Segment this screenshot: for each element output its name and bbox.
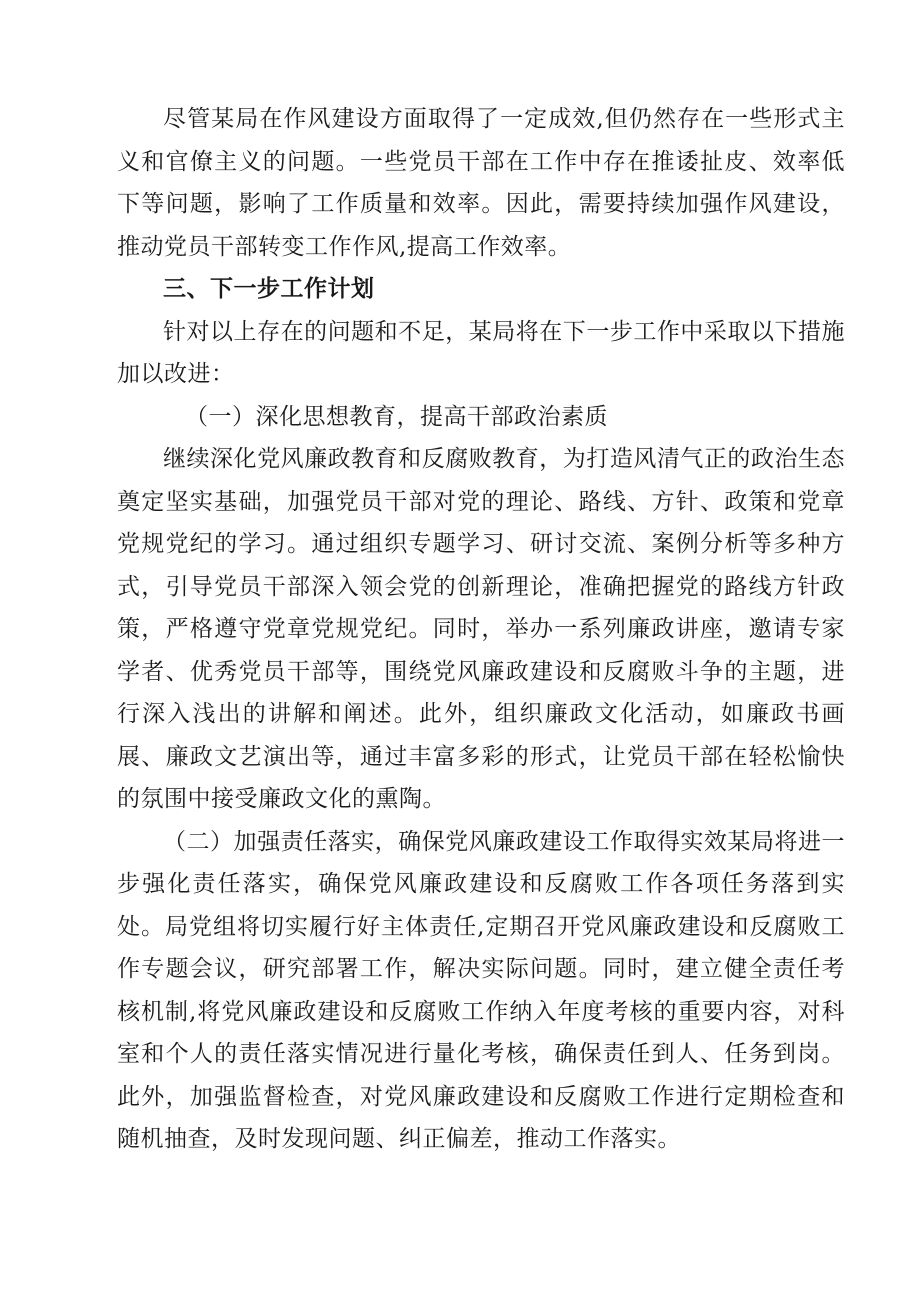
paragraph-ideological-education: 继续深化党风廉政教育和反腐败教育，为打造风清气正的政治生态奠定坚实基础，加强党员干部对党的理论、路线、方针、政策和党章党规党纪的学习。通过组织专题学习、研讨交流、案例分析等多种方式，引导党员干部深入领会党的创新理论，准确把握党的路线方针政策，严格遵守党章党规党纪。同时，举办一系列廉政讲座，邀请专家学者、优秀党员干部等，围绕党风廉政建设和反腐败斗争的主题，进行深入浅出的讲解和阐述。此外，组织廉政文化活动，如廉政书画展、廉政文艺演出等，通过丰富多彩的形式，让党员干部在轻松愉快的氛围中接受廉政文化的熏陶。 — [117, 446, 845, 812]
paragraph-responsibility: （二）加强责任落实，确保党风廉政建设工作取得实效某局将进一步强化责任落实，确保党风廉政建设和反腐败工作各项任务落到实处。局党组将切实履行好主体责任,定期召开党风廉政建设和反腐败工作专题会议，研究部署工作，解决实际问题。同时，建立健全责任考核机制,将党风廉政建设和反腐败工作纳入年度考核的重要内容，对科室和个人的责任落实情况进行量化考核，确保责任到人、任务到岗。此外，加强监督检查，对党风廉政建设和反腐败工作进行定期检查和随机抽查，及时发现问题、纠正偏差，推动工作落实。 — [117, 828, 845, 1152]
subheading-ideological-education: （一）深化思想教育，提高干部政治素质 — [185, 403, 608, 430]
document-body — [117, 98, 845, 1161]
paragraph-style-issues: 尽管某局在作风建设方面取得了一定成效,但仍然存在一些形式主义和官僚主义的问题。一些党员干部在工作中存在推诿扯皮、效率低下等问题，影响了工作质量和效率。因此，需要持续加强作风建设，推动党员干部转变工作作风,提高工作效率。 — [117, 106, 845, 260]
paragraph-plan-intro: 针对以上存在的问题和不足，某局将在下一步工作中采取以下措施加以改进： — [117, 318, 845, 387]
section-heading-next-plan: 三、下一步工作计划 — [163, 276, 375, 302]
